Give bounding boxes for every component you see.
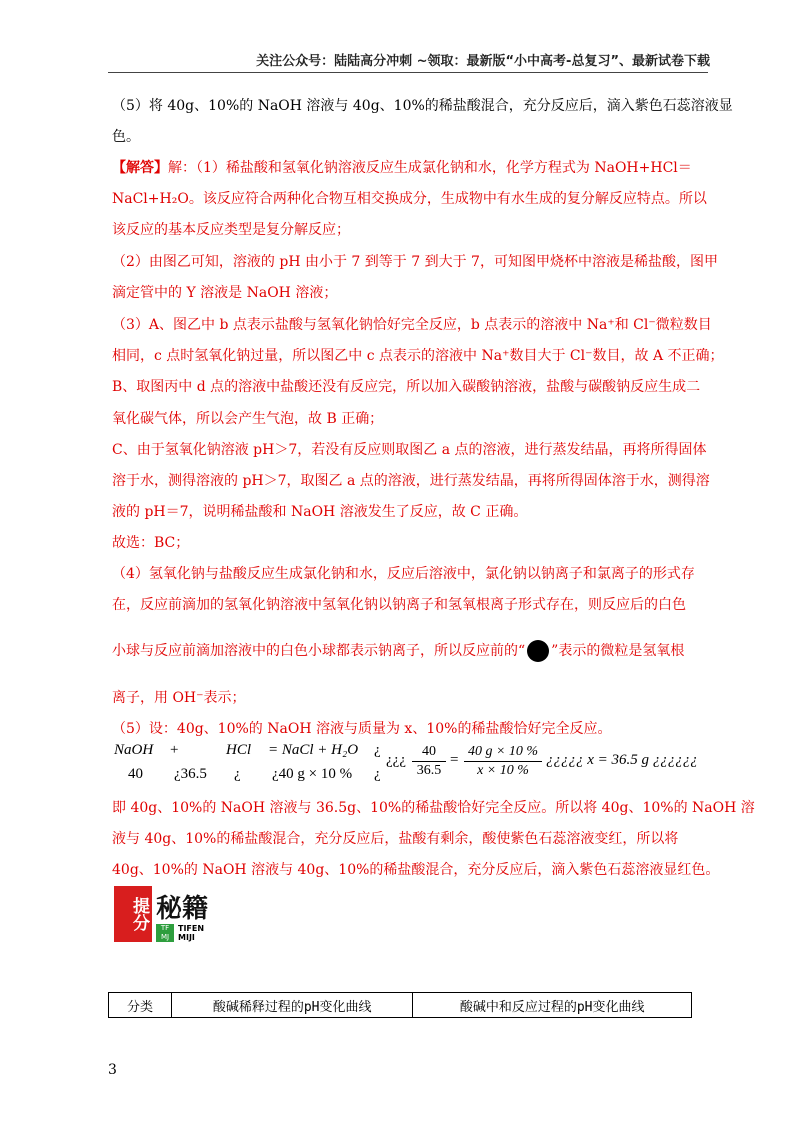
- answer-3-line5: C、由于氢氧化钠溶液 pH＞7，若没有反应则取图乙 a 点的溶液，进行蒸发结晶，再将所得固体: [112, 442, 707, 458]
- tifen-miji-logo: [112, 886, 232, 946]
- answer-4-line3: 小球与反应前滴加溶液中的白色小球都表示钠离子，所以反应前的“ ”表示的微粒是氢氧根: [112, 640, 684, 662]
- table-cell-neutralization: 酸碱中和反应过程的pH变化曲线: [413, 993, 692, 1018]
- eq-mark-1: ¿: [374, 742, 381, 758]
- answer-5-line4: 40g、10%的 NaOH 溶液与 40g、10%的稀盐酸混合，充分反应后，滴入紫色石蕊溶液显红色。: [112, 862, 720, 878]
- eq-fraction-2: 40 g × 10 % x × 10 %: [464, 744, 542, 779]
- answer-1-line3: 该反应的基本反应类型是复分解反应；: [112, 222, 350, 238]
- answer-4-line4: 离子，用 OH⁻表示；: [112, 690, 246, 706]
- answer-3-line3: B、取图丙中 d 点的溶液中盐酸还没有反应完，所以加入碳酸钠溶液，盐酸与碳酸钠反应生成二: [112, 379, 701, 395]
- eq-mass-40: 40: [128, 766, 143, 782]
- classification-table: [108, 992, 692, 1018]
- eq-products: = NaCl + H₂O: [268, 742, 359, 758]
- logo-seal: 提分: [114, 886, 152, 942]
- eq-naoh: NaOH: [114, 742, 154, 758]
- eq-mark-2: ¿: [374, 766, 381, 782]
- answer-3-line6: 溶于水，测得溶液的 pH＞7，取图乙 a 点的溶液，进行蒸发结晶，再将所得固体溶于水，测得溶: [112, 473, 710, 489]
- answer-4-line1: （4）氢氧化钠与盐酸反应生成氯化钠和水，反应后溶液中，氯化钠以钠离子和氯离子的形式存: [112, 566, 695, 582]
- eq-mass-365: ¿36.5: [174, 766, 207, 782]
- eq-fraction-1: 40 36.5: [412, 744, 446, 779]
- question-5-line2: 色。: [112, 129, 140, 145]
- answer-5-line1: （5）设：40g、10%的 NaOH 溶液与质量为 x、10%的稀盐酸恰好完全反应。: [112, 721, 612, 737]
- answer-3-line7: 液的 pH＝7，说明稀盐酸和 NaOH 溶液发生了反应，故 C 正确。: [112, 504, 528, 520]
- answer-4-line2: 在，反应前滴加的氢氧化钠溶液中氢氧化钠以钠离子和氢氧根离子形式存在，则反应后的白色: [112, 597, 686, 613]
- answer-3-line4: 氧化碳气体，所以会产生气泡，故 B 正确；: [112, 411, 384, 427]
- logo-title: 秘籍: [156, 894, 209, 924]
- answer-3-choice: 故选：BC；: [112, 535, 190, 551]
- header-rule: [108, 72, 708, 73]
- answer-1-line1: 【解答】解：（1）稀盐酸和氢氧化钠溶液反应生成氯化钠和水，化学方程式为 NaOH+HCl＝: [112, 160, 692, 176]
- answer-1-line2: NaCl+H₂O。该反应符合两种化合物互相交换成分，生成物中有水生成的复分解反应特点。所以: [112, 191, 707, 207]
- eq-plus: +: [170, 742, 179, 758]
- logo-green-mark: TF MJ: [156, 924, 174, 942]
- eq-marks: ¿¿¿: [386, 752, 406, 768]
- black-ball-icon: [527, 640, 549, 662]
- eq-mass-product: ¿40 g × 10 %: [272, 766, 353, 782]
- answer-5-line3: 液与 40g、10%的稀盐酸混合，充分反应后，盐酸有剩余，酸使紫色石蕊溶液变红，所以将: [112, 831, 679, 847]
- eq-equals: =: [450, 752, 459, 768]
- answer-3-line1: （3）A、图乙中 b 点表示盐酸与氢氧化钠恰好完全反应，b 点表示的溶液中 Na⁺和 Cl⁻微粒数目: [112, 317, 712, 333]
- answer-3-line2: 相同，c 点时氢氧化钠过量，所以图乙中 c 点表示的溶液中 Na⁺数目大于 Cl⁻数目，故 A 不正确；: [112, 348, 724, 364]
- answer-2-line2: 滴定管中的 Y 溶液是 NaOH 溶液；: [112, 285, 338, 301]
- eq-placeholder: ¿: [234, 766, 241, 782]
- answer-2-line1: （2）由图乙可知，溶液的 pH 由小于 7 到等于 7 到大于 7，可知图甲烧杯中溶液是稀盐酸，图甲: [112, 254, 718, 270]
- page-number: 3: [108, 1062, 117, 1078]
- table-cell-dilution: 酸碱稀释过程的pH变化曲线: [172, 993, 413, 1018]
- answer-tag: 【解答】: [112, 160, 168, 176]
- eq-result: ¿¿¿¿¿ x = 36.5 g ¿¿¿¿¿¿: [546, 752, 698, 768]
- question-5-line1: （5）将 40g、10%的 NaOH 溶液与 40g、10%的稀盐酸混合，充分反应后，滴入紫色石蕊溶液显: [112, 98, 733, 114]
- page-header: 关注公众号：陆陆高分冲刺 ~领取：最新版“小中高考-总复习”、最新试卷下载: [256, 54, 710, 69]
- eq-hcl: HCl: [226, 742, 252, 758]
- logo-text: TIFEN MIJI: [178, 924, 205, 942]
- table-row: [109, 993, 692, 1018]
- answer-5-line2: 即 40g、10%的 NaOH 溶液与 36.5g、10%的稀盐酸恰好完全反应。所以将 40g、10%的 NaOH 溶: [112, 800, 755, 816]
- table-cell-category: 分类: [109, 993, 172, 1018]
